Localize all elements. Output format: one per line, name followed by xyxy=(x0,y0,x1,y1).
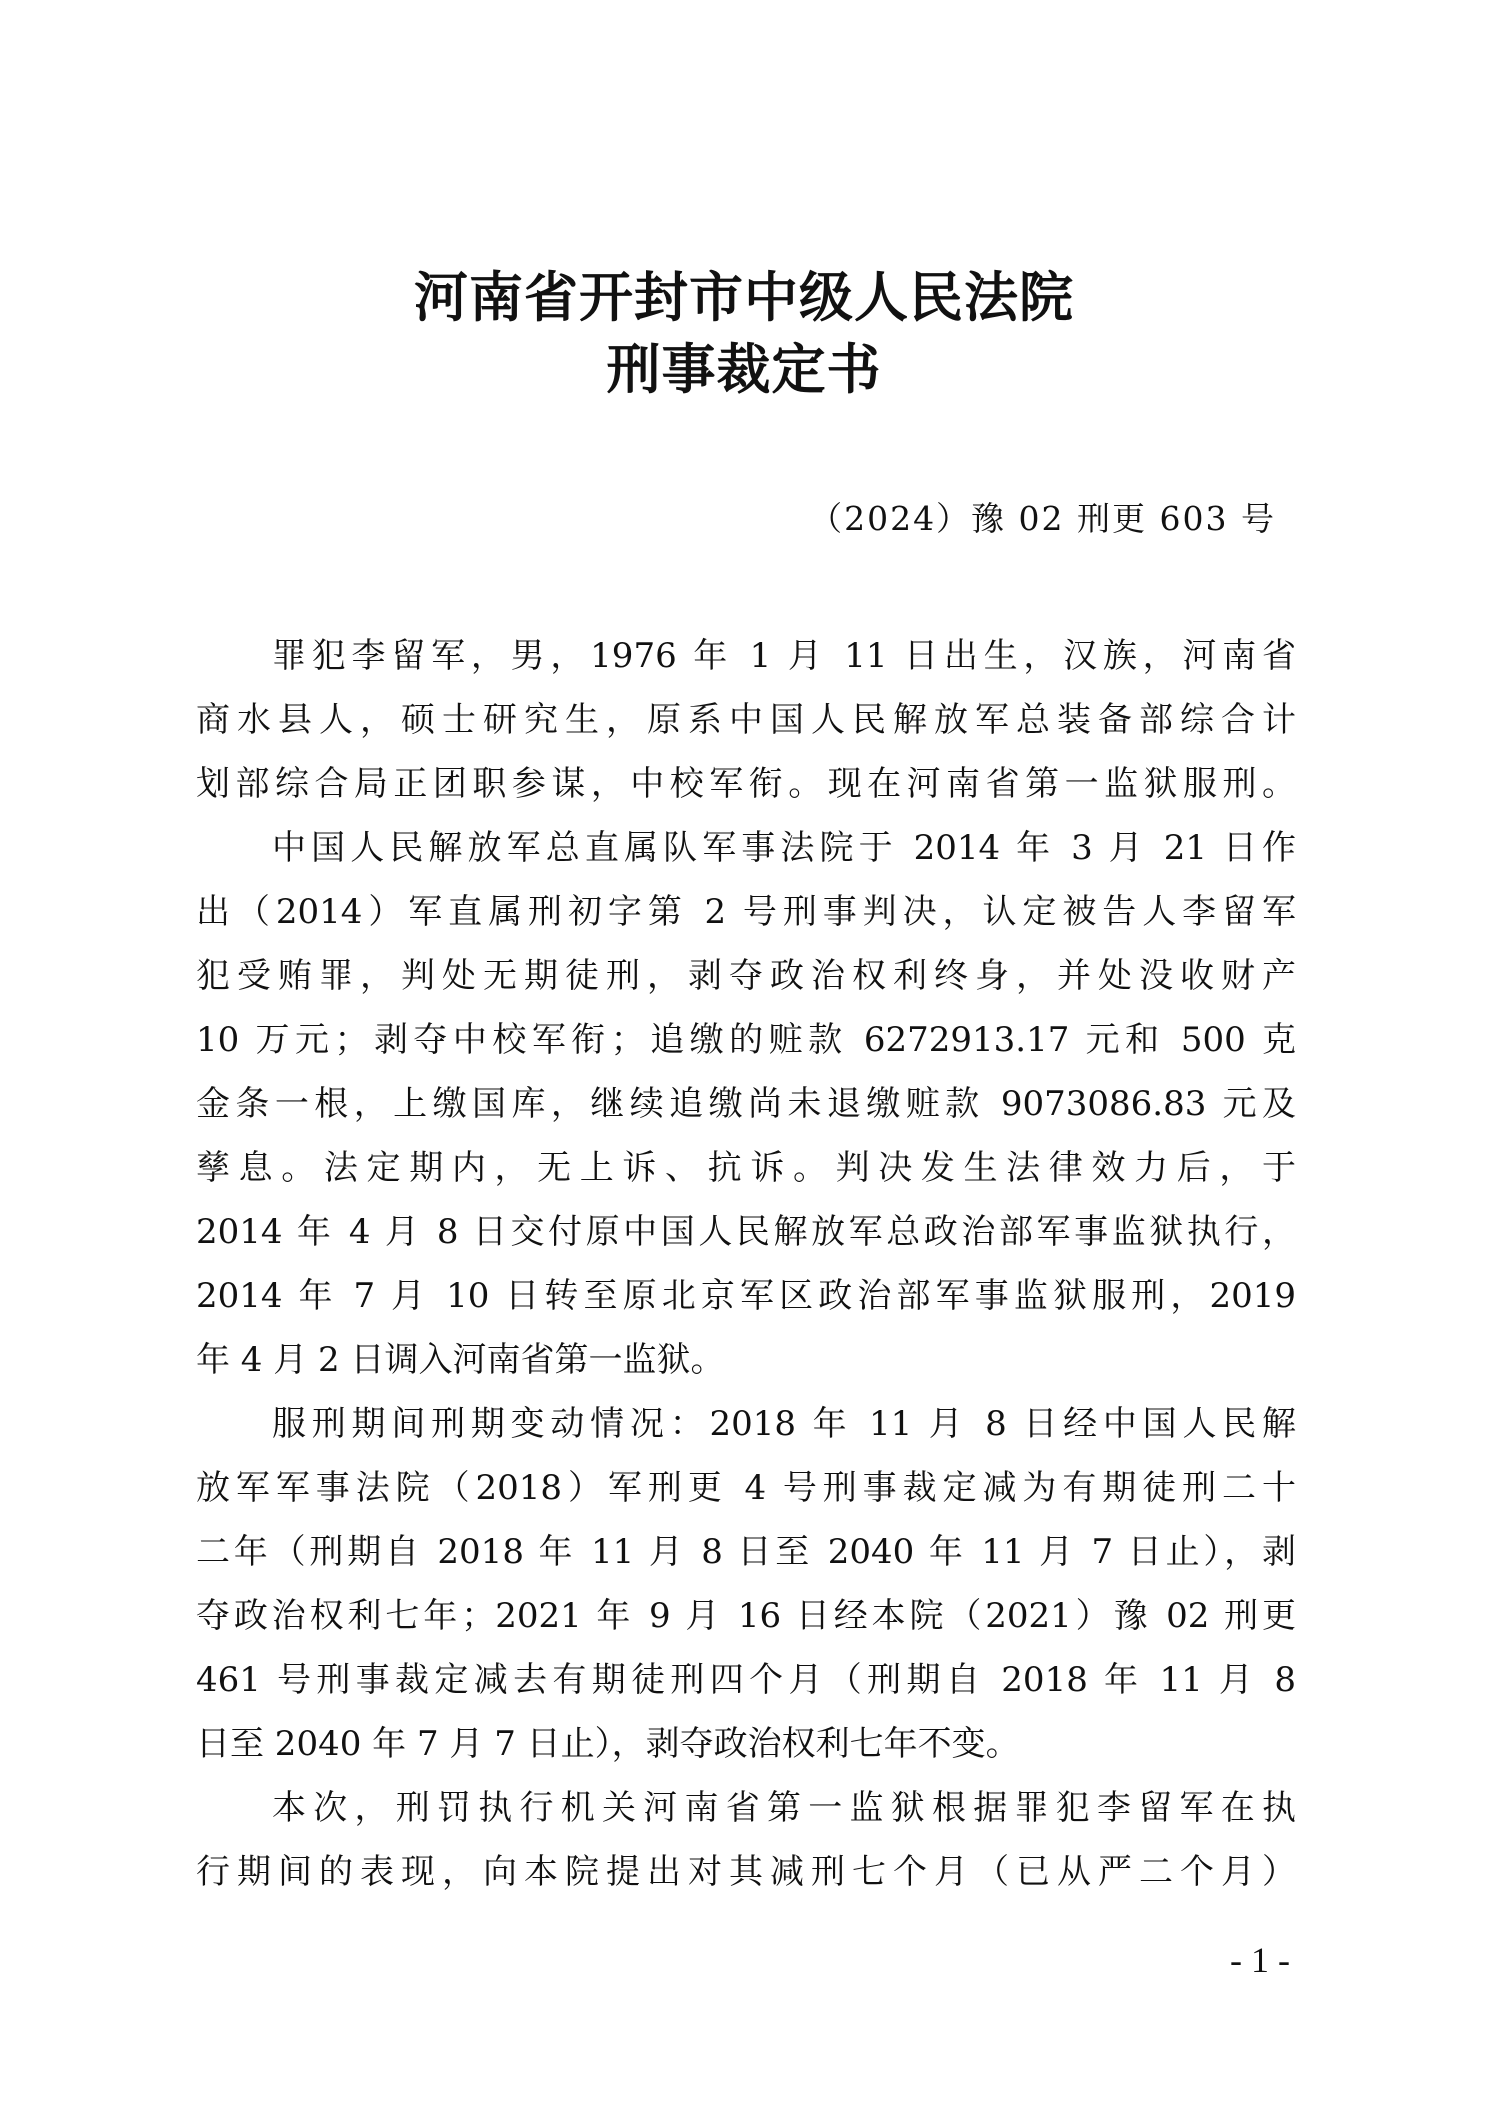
body-line: 孳息。法定期内，无上诉、抗诉。判决发生法律效力后，于 xyxy=(196,1148,1296,1188)
body-line: 行期间的表现，向本院提出对其减刑七个月（已从严二个月） xyxy=(196,1852,1296,1892)
body-line: 中国人民解放军总直属队军事法院于 2014 年 3 月 21 日作 xyxy=(272,828,1296,868)
page-number: - 1 - xyxy=(1230,1940,1290,1980)
body-line: 二年（刑期自 2018 年 11 月 8 日至 2040 年 11 月 7 日止），剥 xyxy=(196,1532,1296,1572)
body-line: 本次，刑罚执行机关河南省第一监狱根据罪犯李留军在执 xyxy=(272,1788,1296,1828)
body-line: 服刑期间刑期变动情况：2018 年 11 月 8 日经中国人民解 xyxy=(272,1404,1296,1444)
body-line: 罪犯李留军，男，1976 年 1 月 11 日出生，汉族，河南省 xyxy=(272,636,1296,676)
body-line: 金条一根，上缴国库，继续追缴尚未退缴赃款 9073086.83 元及 xyxy=(196,1084,1296,1124)
body-line: 461 号刑事裁定减去有期徒刑四个月（刑期自 2018 年 11 月 8 xyxy=(196,1660,1296,1700)
body-line: 划部综合局正团职参谋，中校军衔。现在河南省第一监狱服刑。 xyxy=(196,764,1296,804)
body-line: 2014 年 4 月 8 日交付原中国人民解放军总政治部军事监狱执行， xyxy=(196,1212,1296,1252)
body-line: 商水县人，硕士研究生，原系中国人民解放军总装备部综合计 xyxy=(196,700,1296,740)
document-type-title: 刑事裁定书 xyxy=(606,338,882,401)
body-line: 夺政治权利七年；2021 年 9 月 16 日经本院（2021）豫 02 刑更 xyxy=(196,1596,1296,1636)
body-line: 放军军事法院（2018）军刑更 4 号刑事裁定减为有期徒刑二十 xyxy=(196,1468,1296,1508)
body-line: 出（2014）军直属刑初字第 2 号刑事判决，认定被告人李留军 xyxy=(196,892,1296,932)
body-line: 年 4 月 2 日调入河南省第一监狱。 xyxy=(196,1340,725,1380)
body-line: 日至 2040 年 7 月 7 日止），剥夺政治权利七年不变。 xyxy=(196,1724,1020,1764)
court-name-title: 河南省开封市中级人民法院 xyxy=(414,266,1074,329)
body-line: 10 万元；剥夺中校军衔；追缴的赃款 6272913.17 元和 500 克 xyxy=(196,1020,1296,1060)
case-number: （2024）豫 02 刑更 603 号 xyxy=(809,499,1276,538)
body-line: 2014 年 7 月 10 日转至原北京军区政治部军事监狱服刑，2019 xyxy=(196,1276,1296,1316)
body-line: 犯受贿罪，判处无期徒刑，剥夺政治权利终身，并处没收财产 xyxy=(196,956,1296,996)
